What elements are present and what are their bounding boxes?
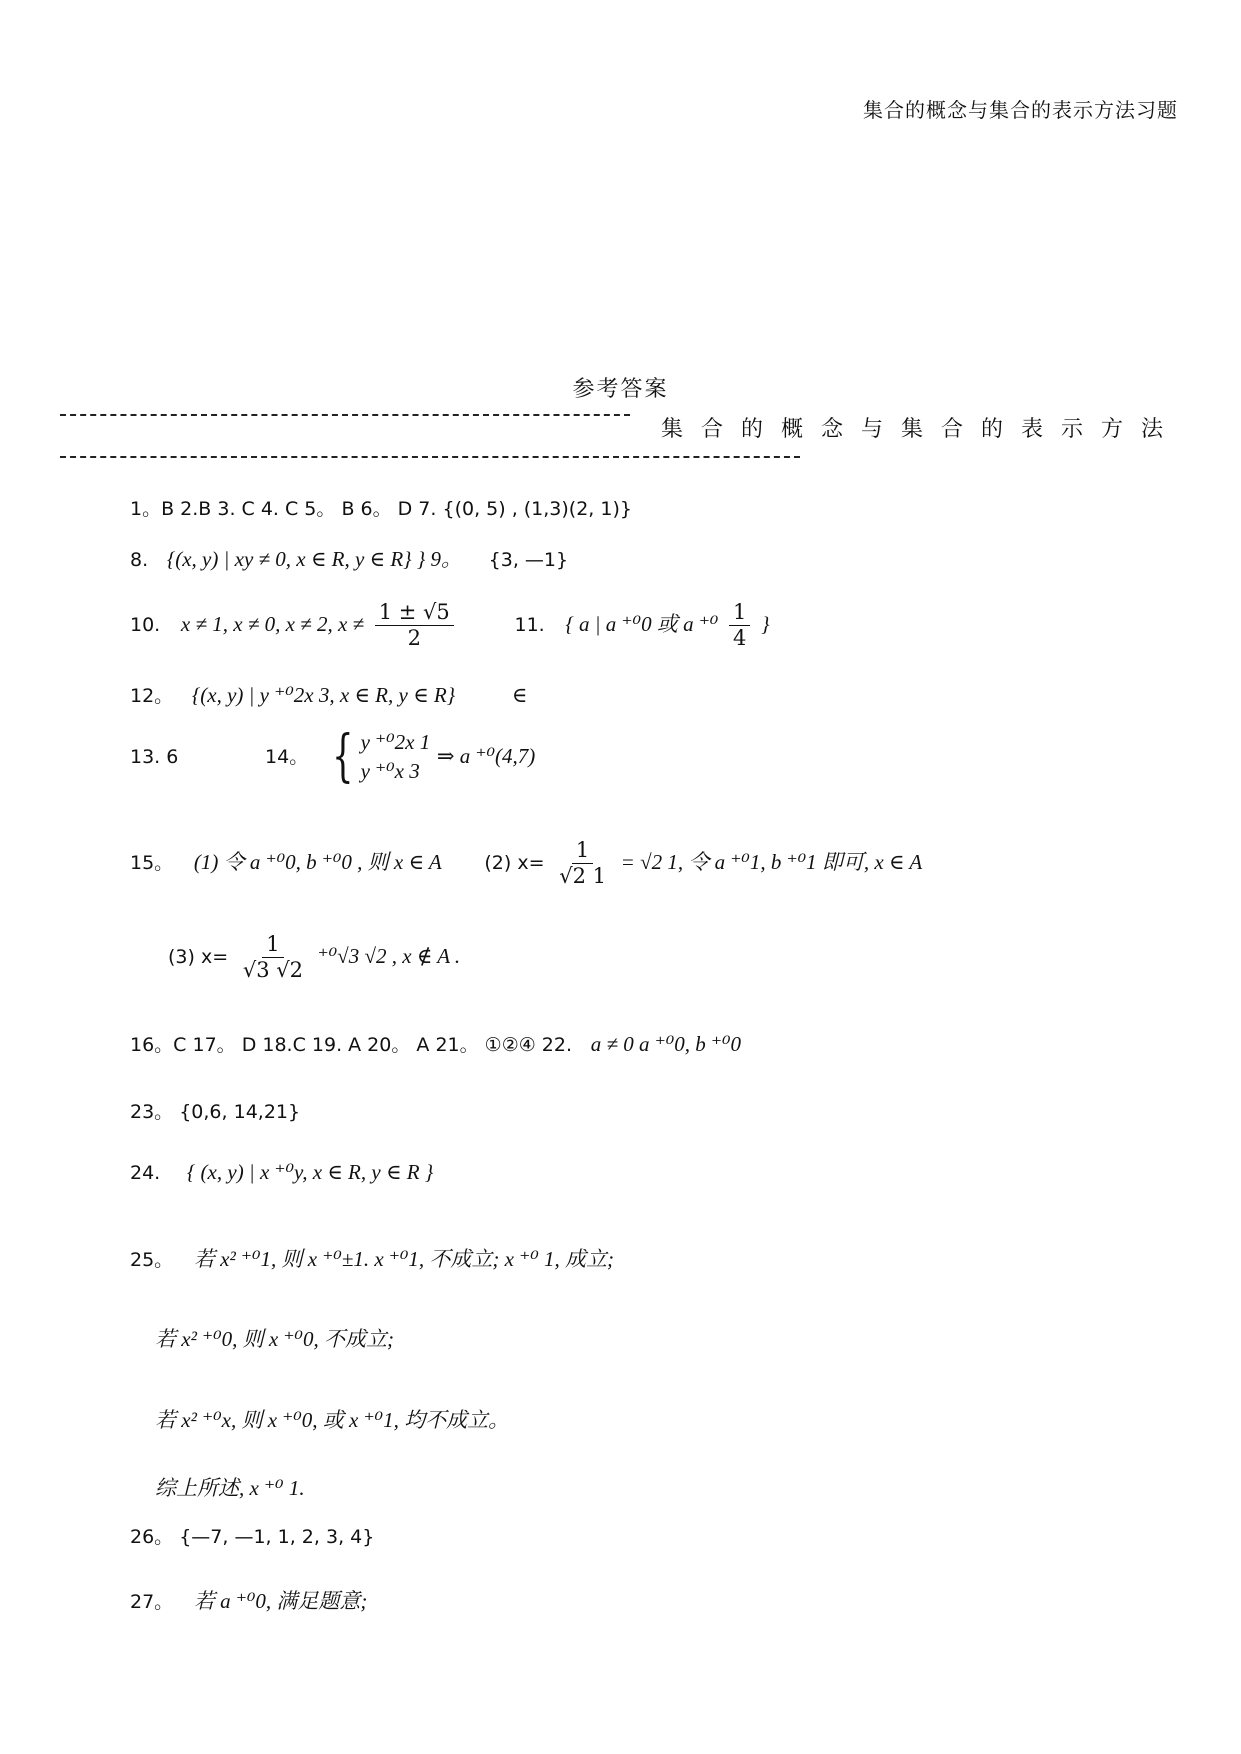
formula: a ≠ 0 a ⁺⁰0, b ⁺⁰0 [590,1032,741,1056]
denominator: √2 1 [559,864,606,889]
formula: ⇒ a ⁺⁰(4,7) [436,743,536,768]
header-title: 集合的概念与集合的表示方法习题 [863,98,1178,122]
symbol: ∈ [511,683,528,707]
answer-line-13-14 [130,724,536,790]
part-label: (2) x= [484,852,545,875]
item-number: 11. [514,614,545,637]
answer-value: {3, —1} [488,549,569,571]
answer-line-25 [130,1243,614,1273]
item-number: 25。 [130,1249,174,1271]
fraction [375,600,454,651]
section-heading: 集合的概念与集合的表示方法 [660,417,1181,442]
answer-line-23: 23。 {0,6, 14,21} [130,1101,301,1123]
item-number: 8. [130,549,149,571]
answer-line-26: 26。 {—7, —1, 1, 2, 3, 4} [130,1526,375,1548]
fraction [239,932,307,983]
formula: 若 a ⁺⁰0, 满足题意; [193,1589,368,1613]
item-number: 24. [130,1162,161,1184]
equation-row: y ⁺⁰2x 1 [360,730,431,754]
numerator: 1 [572,838,593,864]
formula: x ≠ 1, x ≠ 0, x ≠ 2, x ≠ [180,612,365,637]
answer-line-24 [130,1160,433,1185]
formula: (1) 令 a ⁺⁰0, b ⁺⁰0 , 则 x ∈ A [193,850,442,875]
denominator: 2 [407,626,421,651]
numerator: 1 [262,932,283,958]
dashed-rule-left [60,414,630,416]
fraction [555,838,610,889]
item-number: 12。 [130,685,174,707]
item-number: 13. 6 [130,745,179,768]
answer-line-27 [130,1585,367,1615]
numerator: 1 [729,600,750,626]
answer-line-15 [130,838,922,889]
formula: 若 x² ⁺⁰1, 则 x ⁺⁰±1. x ⁺⁰1, 不成立; x ⁺⁰ 1, 成立; [193,1247,614,1271]
denominator: √3 √2 [242,958,303,983]
answer-line-16 [130,1030,741,1057]
answer-title: 参考答案 [572,377,669,402]
formula: ⁺⁰√3 √2 , x ∉ A . [317,944,461,969]
dashed-rule-bottom [60,456,800,458]
answer-line-8 [130,543,568,573]
formula-end: } [761,612,770,637]
formula: {(x, y) | y ⁺⁰2x 3, x ∈ R, y ∈ R} [191,683,456,707]
formula: { a | a ⁺⁰0 或 a ⁺⁰ [565,612,719,637]
brace-icon: { [332,724,354,790]
denominator: 4 [733,626,747,651]
item-number: 10. [130,614,161,637]
formula: { (x, y) | x ⁺⁰y, x ∈ R, y ∈ R } [186,1160,434,1184]
answer-line-25-conclusion: 综上所述, x ⁺⁰ 1. [155,1476,305,1500]
numerator: 1 ± √5 [375,600,454,626]
formula: = √2 1, 令 a ⁺⁰1, b ⁺⁰1 即可, x ∈ A [620,850,923,875]
item-number: 27。 [130,1591,174,1613]
answer-line-25-case3: 若 x² ⁺⁰x, 则 x ⁺⁰0, 或 x ⁺⁰1, 均不成立。 [155,1408,510,1432]
answer-line-12 [130,681,527,708]
fraction [729,600,750,651]
answer-line-15-3 [168,932,460,983]
answer-line-25-case2: 若 x² ⁺⁰0, 则 x ⁺⁰0, 不成立; [155,1327,394,1351]
answer-values: 16。C 17。 D 18.C 19. A 20。 A 21。 ①②④ 22. [130,1034,573,1056]
formula: {(x, y) | xy ≠ 0, x ∈ R, y ∈ R} } 9。 [166,547,462,571]
answer-line-1: 1。B 2.B 3. C 4. C 5。 B 6。 D 7. {(0, 5) , (1,3)(2, 1)} [130,498,632,520]
item-number: 14。 [265,745,309,768]
item-number: 15。 [130,852,174,875]
equation-system [325,724,431,790]
equation-row: y ⁺⁰x 3 [360,759,420,784]
answer-line-10 [130,600,769,651]
part-label: (3) x= [168,946,229,969]
